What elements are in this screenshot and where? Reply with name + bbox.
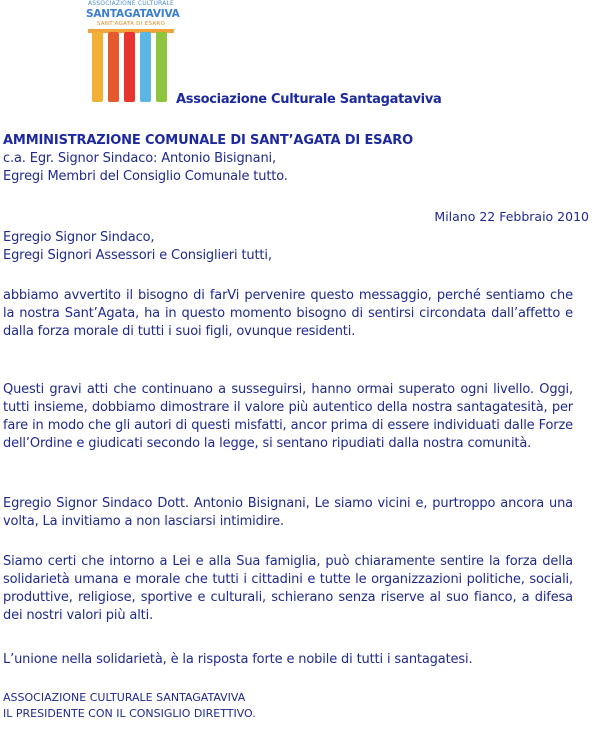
recipient-line-2: c.a. Egr. Signor Sindaco: Antonio Bisignani, (3, 151, 276, 166)
logo-column-4 (140, 32, 151, 102)
paragraph-4: Siamo certi che intorno a Lei e alla Sua famiglia, può chiaramente sentire la forza della solidarietà umana e morale che tutti i cittadini e tutte le organizzazioni politiche, sociali, produttive, religiose, sportive e culturali, schierano senza riserve al suo fianco, a difesa dei nostri valori più alti. (3, 554, 573, 623)
signature-line-2: IL PRESIDENTE CON IL CONSIGLIO DIRETTIVO. (3, 707, 256, 720)
organization-title: Associazione Culturale Santagataviva (176, 92, 442, 107)
logo-town: SANT'AGATA DI ESARO (96, 21, 166, 27)
recipient-line-3: Egregi Membri del Consiglio Comunale tutto. (3, 169, 288, 184)
logo-columns (86, 32, 176, 104)
logo-name: SANTAGATAVIVA (86, 8, 180, 20)
association-logo (86, 0, 180, 104)
logo-column-1 (92, 32, 103, 102)
salutation-line-2: Egregi Signori Assessori e Consiglieri tutti, (3, 248, 272, 263)
logo-column-2 (108, 32, 119, 102)
signature-line-1: ASSOCIAZIONE CULTURALE SANTAGATAVIVA (3, 691, 246, 704)
logo-column-3 (124, 32, 135, 102)
logo-association-label: ASSOCIAZIONE CULTURALE (87, 0, 174, 7)
paragraph-1: abbiamo avvertito il bisogno di farVi pervenire questo messaggio, perché sentiamo che la nostra Sant’Agata, ha in questo momento bisogno di sentirsi circondata dall’affetto e dalla forza morale di tutti i suoi figli, ovunque residenti. (3, 288, 573, 339)
logo-column-5 (156, 32, 167, 102)
salutation-line-1: Egregio Signor Sindaco, (3, 230, 155, 245)
paragraph-2: Questi gravi atti che continuano a susseguirsi, hanno ormai superato ogni livello. Oggi, tutti insieme, dobbiamo dimostrare il valore più autentico della nostra santagatesità, per fare in modo che gli autori di questi misfatti, ancor prima di essere individuati dalle Forze dell’Ordine e giudicati secondo la legge, si sentano ripudiati dalla nostra comunità. (3, 382, 573, 451)
paragraph-3: Egregio Signor Sindaco Dott. Antonio Bisignani, Le siamo vicini e, purtroppo ancora una volta, La invitiamo a non lasciarsi intimidire. (3, 496, 573, 529)
letter-date: Milano 22 Febbraio 2010 (434, 209, 589, 224)
paragraph-5: L’unione nella solidarietà, è la risposta forte e nobile di tutti i santagatesi. (3, 652, 473, 667)
recipient-line-1: AMMINISTRAZIONE COMUNALE DI SANT’AGATA DI ESARO (3, 133, 414, 148)
